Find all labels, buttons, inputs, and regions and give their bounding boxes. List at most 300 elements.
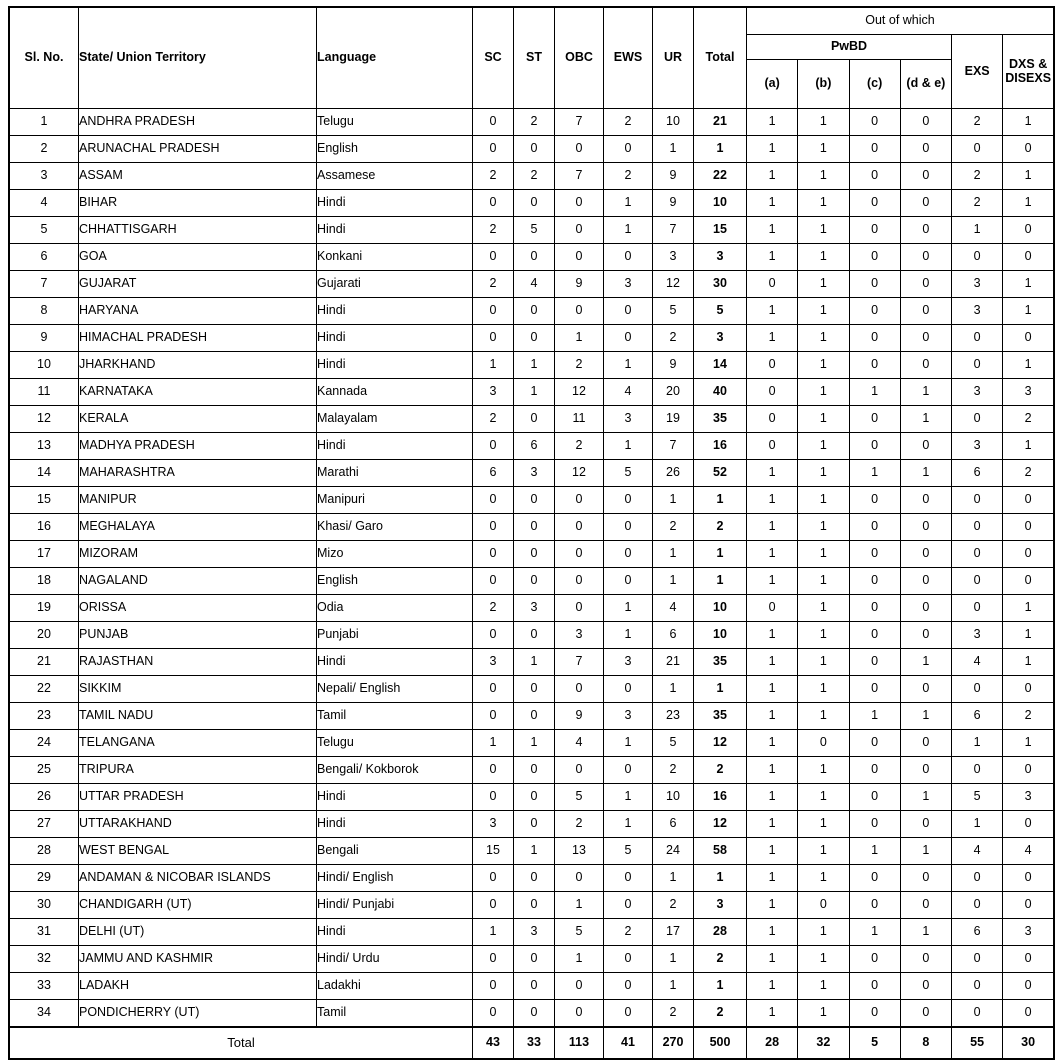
total-grand: 500	[694, 1027, 747, 1059]
row-state: CHANDIGARH (UT)	[79, 892, 317, 919]
row-st: 0	[514, 136, 555, 163]
row-pwbd-de: 0	[900, 136, 951, 163]
row-exs: 2	[952, 190, 1003, 217]
row-ews: 0	[604, 865, 653, 892]
row-st: 3	[514, 460, 555, 487]
total-sc: 43	[473, 1027, 514, 1059]
row-pwbd-b: 1	[798, 811, 849, 838]
row-dxs: 0	[1003, 136, 1054, 163]
row-st: 1	[514, 352, 555, 379]
row-state: MAHARASHTRA	[79, 460, 317, 487]
row-sl-no: 23	[9, 703, 79, 730]
row-sl-no: 19	[9, 595, 79, 622]
row-sl-no: 2	[9, 136, 79, 163]
total-pwbd-b: 32	[798, 1027, 849, 1059]
row-sl-no: 15	[9, 487, 79, 514]
header-st: ST	[514, 7, 555, 109]
row-ews: 0	[604, 1000, 653, 1028]
row-ur: 1	[653, 487, 694, 514]
header-sl-no: Sl. No.	[9, 7, 79, 109]
row-obc: 0	[555, 487, 604, 514]
header-dxs-disexs	[1003, 35, 1054, 109]
header-state: State/ Union Territory	[79, 7, 317, 109]
row-pwbd-de: 0	[900, 352, 951, 379]
row-obc: 5	[555, 919, 604, 946]
row-language: Hindi	[317, 784, 473, 811]
row-st: 3	[514, 919, 555, 946]
row-exs: 3	[952, 622, 1003, 649]
row-pwbd-b: 0	[798, 892, 849, 919]
row-state: LADAKH	[79, 973, 317, 1000]
row-pwbd-c: 0	[849, 568, 900, 595]
row-sc: 2	[473, 163, 514, 190]
row-pwbd-a: 1	[747, 163, 798, 190]
row-pwbd-c: 0	[849, 595, 900, 622]
row-sc: 0	[473, 568, 514, 595]
row-total: 30	[694, 271, 747, 298]
row-st: 6	[514, 433, 555, 460]
row-total: 12	[694, 811, 747, 838]
row-pwbd-a: 1	[747, 811, 798, 838]
row-exs: 0	[952, 676, 1003, 703]
row-pwbd-de: 0	[900, 622, 951, 649]
row-pwbd-a: 1	[747, 325, 798, 352]
row-pwbd-b: 1	[798, 649, 849, 676]
row-exs: 0	[952, 325, 1003, 352]
row-total: 3	[694, 244, 747, 271]
row-language: Hindi/ Urdu	[317, 946, 473, 973]
row-language: Gujarati	[317, 271, 473, 298]
row-ur: 6	[653, 811, 694, 838]
row-obc: 0	[555, 676, 604, 703]
row-ews: 1	[604, 784, 653, 811]
row-pwbd-b: 1	[798, 433, 849, 460]
row-st: 0	[514, 298, 555, 325]
row-ews: 1	[604, 433, 653, 460]
row-ur: 5	[653, 730, 694, 757]
row-exs: 6	[952, 460, 1003, 487]
row-pwbd-a: 0	[747, 271, 798, 298]
row-pwbd-a: 1	[747, 487, 798, 514]
row-pwbd-de: 0	[900, 271, 951, 298]
header-pwbd-a: (a)	[747, 60, 798, 109]
row-pwbd-a: 1	[747, 136, 798, 163]
row-pwbd-c: 0	[849, 109, 900, 136]
row-pwbd-a: 1	[747, 757, 798, 784]
row-pwbd-b: 1	[798, 784, 849, 811]
row-pwbd-de: 0	[900, 487, 951, 514]
row-pwbd-de: 0	[900, 892, 951, 919]
table-row	[9, 622, 1054, 649]
row-ur: 1	[653, 973, 694, 1000]
row-total: 28	[694, 919, 747, 946]
row-dxs: 0	[1003, 865, 1054, 892]
row-obc: 0	[555, 1000, 604, 1028]
row-pwbd-a: 0	[747, 595, 798, 622]
row-pwbd-b: 1	[798, 622, 849, 649]
row-pwbd-c: 1	[849, 919, 900, 946]
row-ur: 7	[653, 217, 694, 244]
row-ur: 1	[653, 946, 694, 973]
row-dxs: 0	[1003, 757, 1054, 784]
row-obc: 0	[555, 244, 604, 271]
table-row	[9, 784, 1054, 811]
row-exs: 0	[952, 406, 1003, 433]
row-dxs: 0	[1003, 946, 1054, 973]
row-sc: 0	[473, 487, 514, 514]
row-language: Konkani	[317, 244, 473, 271]
row-pwbd-a: 1	[747, 568, 798, 595]
total-dxs: 30	[1003, 1027, 1054, 1059]
row-ews: 0	[604, 946, 653, 973]
row-sl-no: 17	[9, 541, 79, 568]
row-ur: 9	[653, 190, 694, 217]
row-pwbd-c: 0	[849, 649, 900, 676]
row-sl-no: 8	[9, 298, 79, 325]
row-total: 1	[694, 973, 747, 1000]
row-dxs: 1	[1003, 730, 1054, 757]
row-sc: 6	[473, 460, 514, 487]
total-exs: 55	[952, 1027, 1003, 1059]
row-sc: 2	[473, 271, 514, 298]
row-st: 0	[514, 946, 555, 973]
row-st: 2	[514, 163, 555, 190]
row-pwbd-de: 0	[900, 298, 951, 325]
row-state: MADHYA PRADESH	[79, 433, 317, 460]
row-ur: 1	[653, 568, 694, 595]
row-sc: 0	[473, 757, 514, 784]
row-ur: 9	[653, 352, 694, 379]
row-language: Assamese	[317, 163, 473, 190]
row-sl-no: 1	[9, 109, 79, 136]
row-pwbd-c: 1	[849, 703, 900, 730]
row-sl-no: 29	[9, 865, 79, 892]
row-pwbd-b: 1	[798, 379, 849, 406]
row-st: 0	[514, 892, 555, 919]
row-ur: 6	[653, 622, 694, 649]
row-pwbd-a: 1	[747, 190, 798, 217]
row-dxs: 0	[1003, 892, 1054, 919]
row-total: 1	[694, 136, 747, 163]
row-pwbd-b: 1	[798, 487, 849, 514]
row-pwbd-a: 0	[747, 433, 798, 460]
row-ur: 2	[653, 325, 694, 352]
row-sc: 0	[473, 703, 514, 730]
row-language: Malayalam	[317, 406, 473, 433]
row-total: 35	[694, 703, 747, 730]
row-state: JHARKHAND	[79, 352, 317, 379]
row-sl-no: 26	[9, 784, 79, 811]
row-st: 0	[514, 973, 555, 1000]
table-row	[9, 919, 1054, 946]
row-exs: 0	[952, 136, 1003, 163]
row-dxs: 1	[1003, 649, 1054, 676]
row-pwbd-c: 0	[849, 946, 900, 973]
row-ur: 1	[653, 136, 694, 163]
row-obc: 0	[555, 568, 604, 595]
row-pwbd-c: 0	[849, 136, 900, 163]
row-dxs: 1	[1003, 190, 1054, 217]
row-ur: 2	[653, 757, 694, 784]
header-language: Language	[317, 7, 473, 109]
row-exs: 1	[952, 217, 1003, 244]
row-exs: 4	[952, 838, 1003, 865]
row-pwbd-b: 1	[798, 190, 849, 217]
row-sl-no: 24	[9, 730, 79, 757]
row-language: Hindi	[317, 298, 473, 325]
row-language: Hindi	[317, 811, 473, 838]
table-row	[9, 676, 1054, 703]
row-pwbd-de: 1	[900, 460, 951, 487]
row-pwbd-a: 1	[747, 946, 798, 973]
row-pwbd-de: 0	[900, 811, 951, 838]
header-total: Total	[694, 7, 747, 109]
row-pwbd-de: 0	[900, 514, 951, 541]
row-dxs: 3	[1003, 784, 1054, 811]
row-exs: 0	[952, 1000, 1003, 1028]
row-dxs: 0	[1003, 514, 1054, 541]
row-pwbd-b: 1	[798, 946, 849, 973]
row-dxs: 1	[1003, 271, 1054, 298]
row-sl-no: 21	[9, 649, 79, 676]
row-pwbd-a: 1	[747, 109, 798, 136]
row-pwbd-c: 0	[849, 811, 900, 838]
row-exs: 0	[952, 244, 1003, 271]
row-state: ARUNACHAL PRADESH	[79, 136, 317, 163]
row-total: 35	[694, 406, 747, 433]
row-dxs: 0	[1003, 676, 1054, 703]
row-ews: 0	[604, 892, 653, 919]
row-ews: 3	[604, 406, 653, 433]
row-exs: 1	[952, 730, 1003, 757]
row-st: 0	[514, 541, 555, 568]
row-total: 15	[694, 217, 747, 244]
row-state: KERALA	[79, 406, 317, 433]
table-row	[9, 568, 1054, 595]
row-total: 1	[694, 865, 747, 892]
row-sc: 2	[473, 217, 514, 244]
row-sc: 2	[473, 595, 514, 622]
row-dxs: 0	[1003, 325, 1054, 352]
row-dxs: 0	[1003, 244, 1054, 271]
row-exs: 0	[952, 568, 1003, 595]
table-row	[9, 838, 1054, 865]
row-ews: 0	[604, 136, 653, 163]
row-state: HIMACHAL PRADESH	[79, 325, 317, 352]
row-ews: 0	[604, 244, 653, 271]
header-pwbd-c: (c)	[849, 60, 900, 109]
row-language: Kannada	[317, 379, 473, 406]
row-pwbd-a: 1	[747, 622, 798, 649]
table-row	[9, 757, 1054, 784]
row-sc: 1	[473, 730, 514, 757]
row-pwbd-de: 0	[900, 325, 951, 352]
header-row-top	[9, 7, 1054, 35]
row-pwbd-b: 1	[798, 865, 849, 892]
row-obc: 7	[555, 109, 604, 136]
row-pwbd-c: 0	[849, 865, 900, 892]
row-ews: 1	[604, 190, 653, 217]
row-state: UTTAR PRADESH	[79, 784, 317, 811]
row-pwbd-c: 0	[849, 163, 900, 190]
row-st: 0	[514, 784, 555, 811]
row-pwbd-b: 0	[798, 730, 849, 757]
row-pwbd-a: 1	[747, 298, 798, 325]
row-obc: 1	[555, 325, 604, 352]
row-pwbd-c: 0	[849, 352, 900, 379]
row-language: English	[317, 136, 473, 163]
row-exs: 0	[952, 865, 1003, 892]
row-sc: 2	[473, 406, 514, 433]
row-pwbd-de: 0	[900, 676, 951, 703]
row-pwbd-a: 1	[747, 676, 798, 703]
row-total: 5	[694, 298, 747, 325]
row-sc: 0	[473, 892, 514, 919]
header-dxs-line2: DISEXS	[1005, 70, 1052, 85]
row-pwbd-a: 1	[747, 460, 798, 487]
row-dxs: 1	[1003, 298, 1054, 325]
row-pwbd-a: 1	[747, 649, 798, 676]
row-dxs: 0	[1003, 217, 1054, 244]
row-pwbd-de: 1	[900, 703, 951, 730]
row-sl-no: 10	[9, 352, 79, 379]
row-pwbd-c: 0	[849, 757, 900, 784]
row-ews: 1	[604, 622, 653, 649]
row-pwbd-a: 1	[747, 973, 798, 1000]
row-total: 2	[694, 757, 747, 784]
row-total: 10	[694, 190, 747, 217]
row-sl-no: 6	[9, 244, 79, 271]
row-st: 4	[514, 271, 555, 298]
row-obc: 0	[555, 757, 604, 784]
table-row	[9, 595, 1054, 622]
row-exs: 2	[952, 109, 1003, 136]
row-ur: 4	[653, 595, 694, 622]
table-row	[9, 271, 1054, 298]
header-ews: EWS	[604, 7, 653, 109]
row-pwbd-de: 1	[900, 406, 951, 433]
row-pwbd-b: 1	[798, 136, 849, 163]
table-row	[9, 1000, 1054, 1028]
row-total: 35	[694, 649, 747, 676]
row-state: TELANGANA	[79, 730, 317, 757]
row-dxs: 1	[1003, 109, 1054, 136]
row-total: 2	[694, 514, 747, 541]
header-sc: SC	[473, 7, 514, 109]
row-pwbd-b: 1	[798, 541, 849, 568]
row-sl-no: 5	[9, 217, 79, 244]
row-sl-no: 32	[9, 946, 79, 973]
row-pwbd-c: 1	[849, 838, 900, 865]
row-state: RAJASTHAN	[79, 649, 317, 676]
table-row	[9, 298, 1054, 325]
row-pwbd-a: 1	[747, 784, 798, 811]
row-obc: 2	[555, 811, 604, 838]
row-ews: 1	[604, 811, 653, 838]
row-pwbd-de: 0	[900, 190, 951, 217]
row-pwbd-b: 1	[798, 460, 849, 487]
row-st: 1	[514, 379, 555, 406]
row-sc: 0	[473, 244, 514, 271]
row-obc: 12	[555, 379, 604, 406]
row-pwbd-a: 0	[747, 406, 798, 433]
row-pwbd-de: 0	[900, 109, 951, 136]
row-language: Tamil	[317, 1000, 473, 1028]
row-dxs: 3	[1003, 379, 1054, 406]
row-obc: 0	[555, 298, 604, 325]
row-pwbd-b: 1	[798, 325, 849, 352]
row-pwbd-de: 1	[900, 838, 951, 865]
row-state: UTTARAKHAND	[79, 811, 317, 838]
row-pwbd-c: 1	[849, 379, 900, 406]
row-pwbd-de: 1	[900, 649, 951, 676]
row-sl-no: 25	[9, 757, 79, 784]
row-pwbd-b: 1	[798, 919, 849, 946]
row-language: Khasi/ Garo	[317, 514, 473, 541]
row-pwbd-de: 1	[900, 784, 951, 811]
row-exs: 2	[952, 163, 1003, 190]
table-row	[9, 487, 1054, 514]
row-exs: 0	[952, 946, 1003, 973]
row-sc: 15	[473, 838, 514, 865]
row-exs: 3	[952, 271, 1003, 298]
total-pwbd-a: 28	[747, 1027, 798, 1059]
header-obc: OBC	[555, 7, 604, 109]
row-sl-no: 18	[9, 568, 79, 595]
row-total: 22	[694, 163, 747, 190]
row-st: 0	[514, 703, 555, 730]
row-ur: 9	[653, 163, 694, 190]
row-sl-no: 14	[9, 460, 79, 487]
row-dxs: 2	[1003, 406, 1054, 433]
row-pwbd-de: 1	[900, 379, 951, 406]
row-sl-no: 33	[9, 973, 79, 1000]
row-sc: 0	[473, 298, 514, 325]
row-obc: 0	[555, 541, 604, 568]
row-sl-no: 4	[9, 190, 79, 217]
row-language: Hindi	[317, 352, 473, 379]
row-st: 0	[514, 568, 555, 595]
header-dxs-line1: DXS &	[1009, 57, 1048, 72]
row-ews: 4	[604, 379, 653, 406]
row-pwbd-de: 0	[900, 1000, 951, 1028]
row-sl-no: 30	[9, 892, 79, 919]
row-language: Hindi	[317, 433, 473, 460]
row-pwbd-b: 1	[798, 298, 849, 325]
row-state: MIZORAM	[79, 541, 317, 568]
row-pwbd-b: 1	[798, 271, 849, 298]
row-sl-no: 20	[9, 622, 79, 649]
row-exs: 0	[952, 352, 1003, 379]
row-ews: 1	[604, 217, 653, 244]
row-pwbd-b: 1	[798, 163, 849, 190]
row-state: WEST BENGAL	[79, 838, 317, 865]
row-state: NAGALAND	[79, 568, 317, 595]
table-row	[9, 379, 1054, 406]
row-state: TAMIL NADU	[79, 703, 317, 730]
row-obc: 0	[555, 514, 604, 541]
row-obc: 0	[555, 865, 604, 892]
row-pwbd-c: 1	[849, 460, 900, 487]
row-pwbd-b: 1	[798, 406, 849, 433]
row-sl-no: 22	[9, 676, 79, 703]
row-ur: 23	[653, 703, 694, 730]
row-language: Manipuri	[317, 487, 473, 514]
row-ews: 0	[604, 487, 653, 514]
row-exs: 3	[952, 379, 1003, 406]
row-ur: 10	[653, 784, 694, 811]
row-language: Bengali	[317, 838, 473, 865]
